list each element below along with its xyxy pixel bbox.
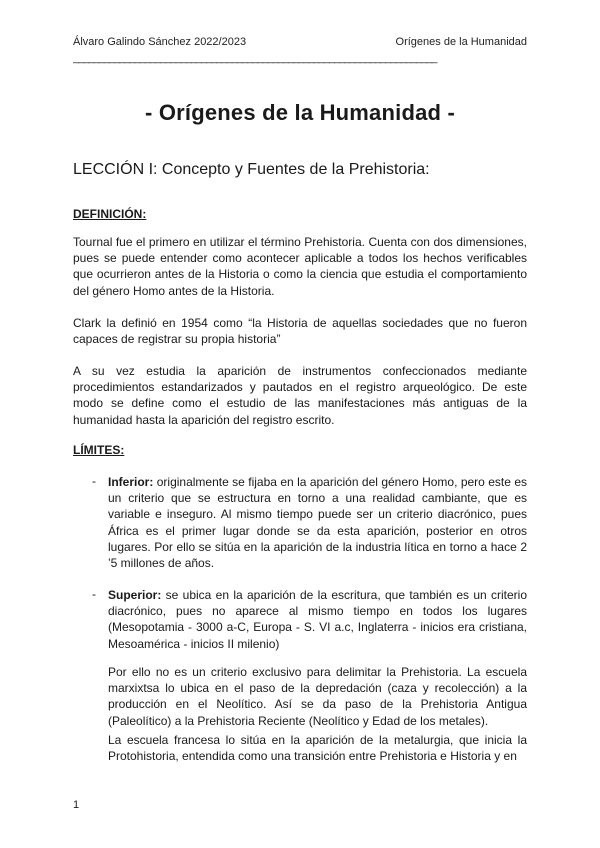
list-item-superior (108, 587, 527, 652)
paragraph-definicion-3: A su vez estudia la aparición de instrumentos confeccionados mediante procedimientos estandarizados y pautados en el registro arqueológico. De este modo se define como el estudio de las manifestaciones más antiguas de la humanidad hasta la aparición del registro escrito. (73, 364, 527, 427)
list-bullet: - (92, 474, 96, 488)
text-inferior: originalmente se fijaba en la aparición del género Homo, pero este es un criterio que se estructura en torno a una realidad cambiante, que es variable e inseguro. Al mismo tiempo puede ser un criterio diacrónico, pues África es el primer lugar donde se da esta aparición, posterior en otros lugares. Por ello se sitúa en la aparición de la industria lítica en torno a hace 2 ’5 millones de años. (108, 475, 527, 571)
section-heading-definicion: DEFINICIÓN: (73, 207, 147, 221)
section-heading-limites: LÍMITES: (73, 443, 125, 457)
document-title: - Orígenes de la Humanidad - (145, 100, 455, 125)
header-rule: _______________________________________________________________________ (73, 52, 437, 64)
paragraph-escuela-marxista: Por ello no es un criterio exclusivo para delimitar la Prehistoria. La escuela marxixtsa lo ubica en el paso de la depredación (caza y recolección) a la producción en el Neolítico. Así se da paso de la Prehistoria Antigua (Paleolítico) a la Prehistoria Reciente (Neolítico y Edad de los metales). (108, 665, 527, 728)
page-number: 1 (73, 799, 80, 811)
label-superior: Superior: (108, 588, 162, 602)
text-superior: se ubica en la aparición de la escritura, que también es un criterio diacrónico, pues no aparece al mismo tiempo en todos los lugares (Mesopotamia - 3000 a-C, Europa - S. VI a.c, Inglaterra - inicios era cristiana, Mesoamérica - inicios II milenio) (108, 588, 527, 651)
header-course-title: Orígenes de la Humanidad (395, 36, 527, 48)
header-author-year: Álvaro Galindo Sánchez 2022/2023 (73, 36, 247, 48)
paragraph-escuela-francesa: La escuela francesa lo sitúa en la aparición de la metalurgia, que inicia la Protohistoria, entendida como una transición entre Prehistoria e Historia y en (108, 733, 527, 764)
paragraph-definicion-2: Clark la definió en 1954 como “la Historia de aquellas sociedades que no fueron capaces de registrar su propia historia” (73, 316, 527, 347)
label-inferior: Inferior: (108, 475, 154, 489)
paragraph-definicion-1: Tournal fue el primero en utilizar el término Prehistoria. Cuenta con dos dimensiones, pues se puede entender como acontecer aplicable a todos los hechos verificables que ocurrieron antes de la Historia o como la ciencia que estudia el comportamiento del género Homo antes de la Historia. (73, 235, 527, 298)
list-bullet: - (92, 587, 96, 601)
list-item-inferior (108, 474, 527, 571)
lesson-heading: LECCIÓN I: Concepto y Fuentes de la Prehistoria: (73, 161, 430, 178)
